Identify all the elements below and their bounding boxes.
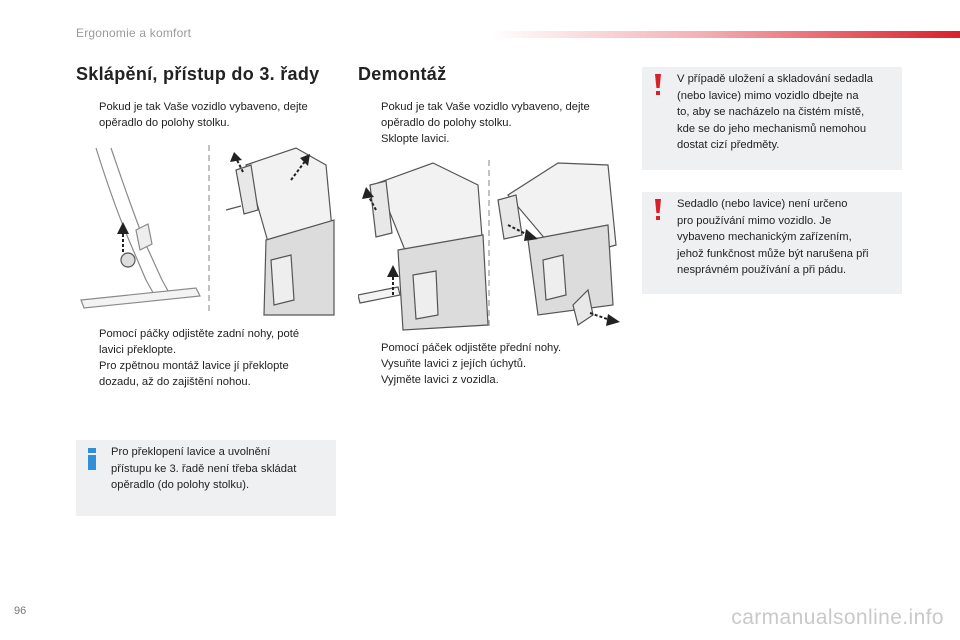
- note-line: to, aby se nacházelo na čistém místě,: [677, 106, 865, 118]
- middle-bullets-bottom: [358, 340, 628, 388]
- info-note: [76, 440, 336, 516]
- left-bullets-bottom: [76, 326, 346, 390]
- note-line: nesprávném používání a při pádu.: [677, 264, 847, 276]
- note-line: jehož funkčnost může být narušena při: [677, 247, 869, 260]
- note-line: vybaveno mechanickým zařízením,: [677, 231, 852, 243]
- note-line: (nebo lavice) mimo vozidlo dbejte na: [677, 89, 859, 102]
- page-number: 96: [14, 605, 27, 617]
- note-line: kde se do jeho mechanismů nemohou: [677, 122, 867, 135]
- list-item: Sklopte lavici.: [381, 133, 450, 145]
- note-line: dostat cizí předměty.: [677, 139, 780, 151]
- warning-note-storage: [642, 67, 902, 170]
- warning-note-usage: [642, 192, 902, 294]
- middle-bullets-top: [358, 99, 628, 147]
- list-item: Vyjměte lavici z vozidla.: [381, 374, 499, 386]
- note-line: přístupu ke 3. řadě není třeba skládat: [111, 462, 297, 475]
- list-item: Pro zpětnou montáž lavice jí překlopte dozadu, až do zajištění nohou.: [99, 360, 289, 388]
- note-line: opěradlo (do polohy stolku).: [111, 479, 250, 491]
- header-accent-bar: [490, 31, 960, 38]
- exclamation-icon: [654, 74, 662, 96]
- note-line: Pro překlopení lavice a uvolnění: [111, 446, 271, 458]
- note-line: Sedadlo (nebo lavice) není určeno: [677, 198, 848, 210]
- list-item: Pomocí páčky odjistěte zadní nohy, poté lavici překlopte.: [99, 328, 300, 356]
- list-item: Pokud je tak Vaše vozidlo vybaveno, dejte opěradlo do polohy stolku.: [99, 101, 308, 129]
- list-item: Pokud je tak Vaše vozidlo vybaveno, dejte opěradlo do polohy stolku.: [381, 101, 590, 129]
- info-icon: [87, 448, 97, 470]
- note-line: V případě uložení a skladování sedadla: [677, 73, 873, 85]
- list-item: Vysuňte lavici z jejích úchytů.: [381, 358, 527, 370]
- heading-removal: Demontáž: [358, 64, 447, 84]
- heading-tilt-access: Sklápění, přístup do 3. řady: [76, 64, 320, 84]
- exclamation-icon: [654, 199, 662, 221]
- watermark: carmanualsonline.info: [731, 606, 944, 629]
- left-bullets-top: [76, 99, 346, 131]
- illustration-rear-legs-release: [76, 140, 336, 320]
- section-title: Ergonomie a komfort: [76, 26, 192, 40]
- list-item: Pomocí páček odjistěte přední nohy.: [381, 342, 562, 354]
- note-line: pro používání mimo vozidlo. Je: [677, 214, 832, 227]
- illustration-bench-removal: [358, 155, 620, 335]
